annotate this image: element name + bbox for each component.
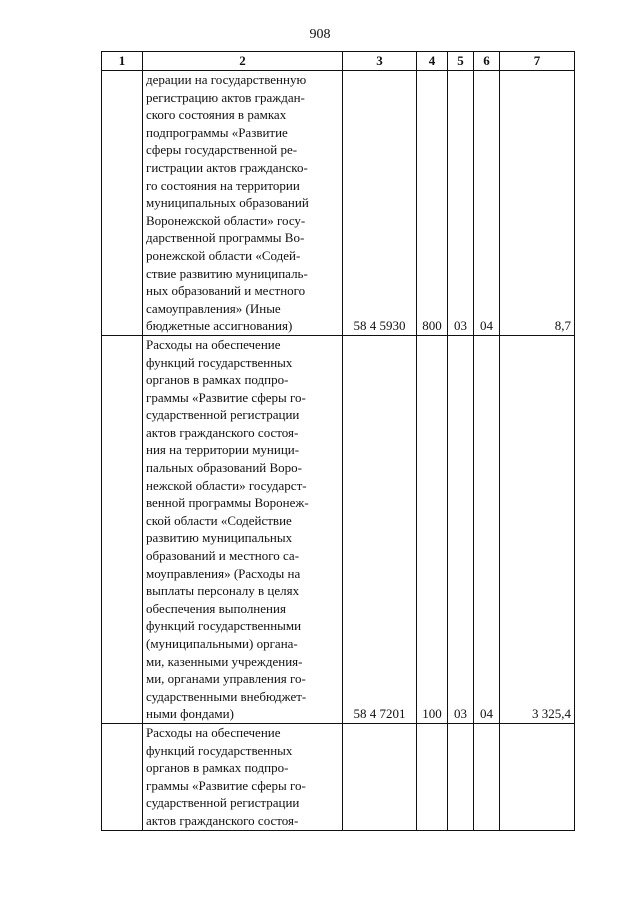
header-col-4: 4 <box>417 52 448 71</box>
header-col-6: 6 <box>474 52 500 71</box>
description-line: ского состояния в рамках <box>146 107 287 123</box>
row-index-cell <box>102 723 143 830</box>
target-code: 58 4 5930 <box>343 71 417 336</box>
description-line: ской области «Содействие <box>146 512 292 528</box>
description-line: гистрации актов гражданско- <box>146 159 308 175</box>
description-line: ронежской области «Содей- <box>146 247 301 263</box>
description-line: образований и местного са- <box>146 548 300 564</box>
expense-type <box>417 723 448 830</box>
row-description <box>143 723 343 830</box>
description-line: сударственными внебюджет- <box>146 688 307 704</box>
description-line: функций государственных <box>146 742 293 758</box>
target-code <box>343 723 417 830</box>
description-line: моуправления» (Расходы на <box>146 565 301 581</box>
description-line: Расходы на обеспечение <box>146 336 281 352</box>
description-line: Воронежской области» госу- <box>146 212 306 228</box>
description-line: бюджетные ассигнования) <box>146 318 293 334</box>
description-line: муниципальных образований <box>146 195 309 211</box>
budget-table <box>101 51 575 831</box>
row-index-cell <box>102 335 143 723</box>
header-col-5: 5 <box>448 52 474 71</box>
description-line: ми, казенными учреждения- <box>146 653 303 669</box>
amount <box>500 723 575 830</box>
table-row <box>102 71 575 336</box>
description-line: венной программы Воронеж- <box>146 495 309 511</box>
table-row <box>102 723 575 830</box>
description-line: подпрограммы «Развитие <box>146 124 288 140</box>
description-line: функций государственными <box>146 618 302 634</box>
expense-type: 100 <box>417 335 448 723</box>
row-description <box>143 71 343 336</box>
row-index-cell <box>102 71 143 336</box>
expense-type: 800 <box>417 71 448 336</box>
header-col-3: 3 <box>343 52 417 71</box>
description-line: органов в рамках подпро- <box>146 760 289 776</box>
description-line: сударственной регистрации <box>146 407 300 423</box>
header-col-1: 1 <box>102 52 143 71</box>
subsection-code <box>474 723 500 830</box>
description-line: регистрацию актов граждан- <box>146 89 305 105</box>
description-line: граммы «Развитие сферы го- <box>146 777 306 793</box>
description-line: пальных образований Воро- <box>146 460 302 476</box>
header-col-7: 7 <box>500 52 575 71</box>
description-line: развитию муниципальных <box>146 530 293 546</box>
target-code: 58 4 7201 <box>343 335 417 723</box>
description-line: ми, органами управления го- <box>146 671 306 687</box>
description-line: нежской области» государст- <box>146 477 307 493</box>
header-row <box>102 52 575 71</box>
description-line: дарственной программы Во- <box>146 230 305 246</box>
section-code: 03 <box>448 71 474 336</box>
description-line: ствие развитию муниципаль- <box>146 265 308 281</box>
description-line: органов в рамках подпро- <box>146 372 289 388</box>
section-code <box>448 723 474 830</box>
amount: 8,7 <box>500 71 575 336</box>
row-description <box>143 335 343 723</box>
description-line: выплаты персоналу в целях <box>146 583 300 599</box>
header-col-2: 2 <box>143 52 343 71</box>
description-line: Расходы на обеспечение <box>146 724 281 740</box>
subsection-code: 04 <box>474 335 500 723</box>
description-line: сударственной регистрации <box>146 795 300 811</box>
description-line: ния на территории муници- <box>146 442 300 458</box>
description-line: самоуправления» (Иные <box>146 300 281 316</box>
description-line: граммы «Развитие сферы го- <box>146 389 306 405</box>
description-line: функций государственных <box>146 354 293 370</box>
description-line: ными фондами) <box>146 706 234 722</box>
description-line: обеспечения выполнения <box>146 600 286 616</box>
subsection-code: 04 <box>474 71 500 336</box>
description-line: актов гражданского состоя- <box>146 424 299 440</box>
description-line: дерации на государственную <box>146 72 307 87</box>
amount: 3 325,4 <box>500 335 575 723</box>
description-line: ных образований и местного <box>146 283 306 299</box>
page-number: 908 <box>309 27 331 42</box>
description-line: го состояния на территории <box>146 177 300 193</box>
section-code: 03 <box>448 335 474 723</box>
description-line: сферы государственной ре- <box>146 142 298 158</box>
description-line: (муниципальными) органа- <box>146 636 298 651</box>
table-row <box>102 335 575 723</box>
description-line: актов гражданского состоя- <box>146 812 299 828</box>
